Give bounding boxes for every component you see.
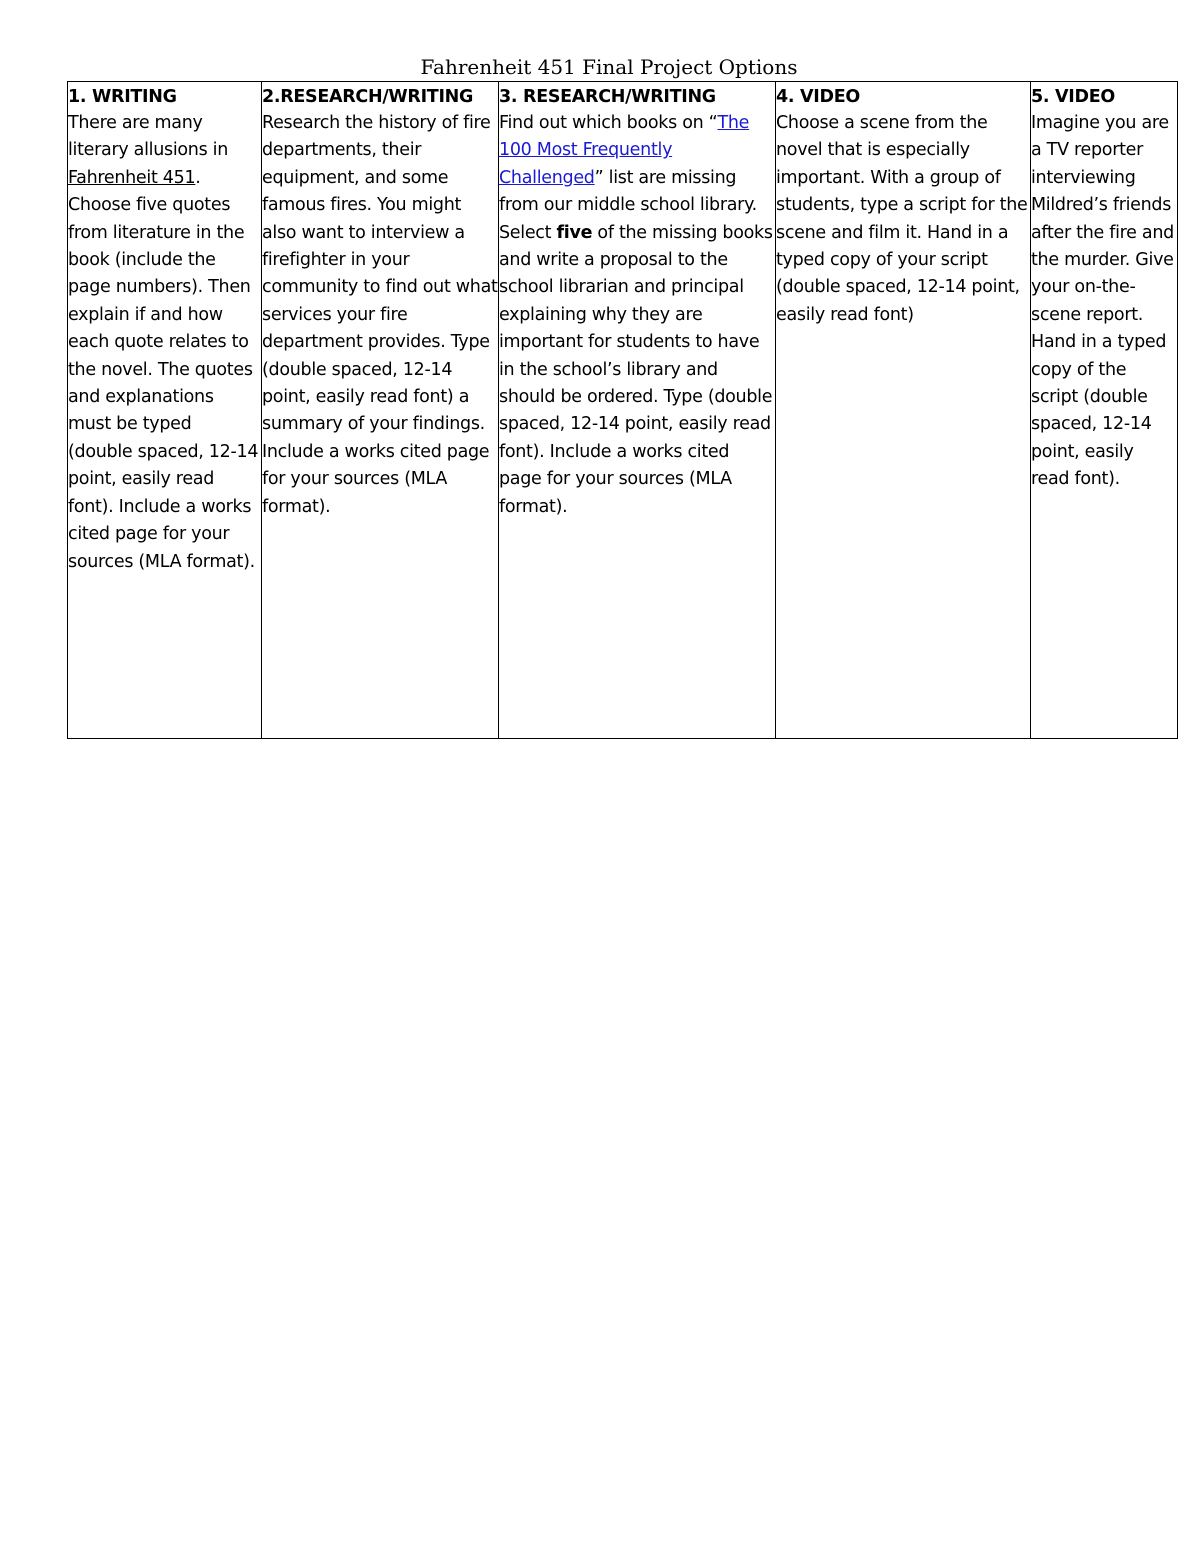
option-cell-research-writing-books (499, 82, 776, 739)
option-text: Find out which books on “ (499, 113, 718, 133)
option-description (499, 113, 773, 517)
option-description: Choose a scene from the novel that is especially important. With a group of students, type a script for the scene and film it. Hand in a typed copy of your script (double spaced, 12-14 point, easily read font) (776, 113, 1028, 325)
option-cell-writing (68, 82, 262, 739)
book-title: Fahrenheit 451 (68, 167, 196, 188)
page-title: Fahrenheit 451 Final Project Options (420, 55, 798, 79)
emphasis-text: five (556, 222, 593, 243)
option-cell-video-report (1031, 82, 1178, 739)
option-cell-research-writing (262, 82, 499, 739)
option-heading: 1. WRITING (68, 87, 177, 107)
option-description: Research the history of fire departments, their equipment, and some famous fires. You might also want to interview a firefighter in your community to find out what services your fire department provides. Type (double spaced, 12-14 point, easily read font) a summary of your findings. Include a works cited page for your sources (MLA format). (262, 113, 498, 517)
option-text: ” list are missing from our middle school library. Select (499, 167, 757, 243)
option-heading: 2.RESEARCH/WRITING (262, 87, 474, 107)
option-heading: 4. VIDEO (776, 87, 860, 107)
option-text: There are many literary allusions in (68, 113, 229, 161)
option-heading: 5. VIDEO (1031, 87, 1115, 107)
option-description: Imagine you are a TV reporter interviewing Mildred’s friends after the fire and the murder. Give your on-the-scene report. Hand in a typed copy of the script (double spaced, 12-14 point, easily read font). (1031, 113, 1174, 490)
option-cell-video-scene (776, 82, 1031, 739)
option-text: . Choose five quotes from literature in the book (include the page numbers). Then explain if and how each quote relates to the novel. The quotes and explanations must be typed (double spaced, 12-14 point, easily read font). Include a works cited page for your sources (MLA format). (68, 167, 259, 572)
challenged-books-link[interactable]: The 100 Most Frequently Challenged (499, 113, 750, 188)
option-text: of the missing books and write a proposal to the school librarian and principal explaining why they are important for students to have in the school’s library and should be ordered. Type (double spaced, 12-14 point, easily read font). Include a works cited page for your sources (MLA format). (499, 222, 773, 517)
option-description (68, 113, 258, 572)
option-heading: 3. RESEARCH/WRITING (499, 87, 716, 107)
table-row (68, 82, 1178, 739)
project-options-table (67, 81, 1178, 739)
